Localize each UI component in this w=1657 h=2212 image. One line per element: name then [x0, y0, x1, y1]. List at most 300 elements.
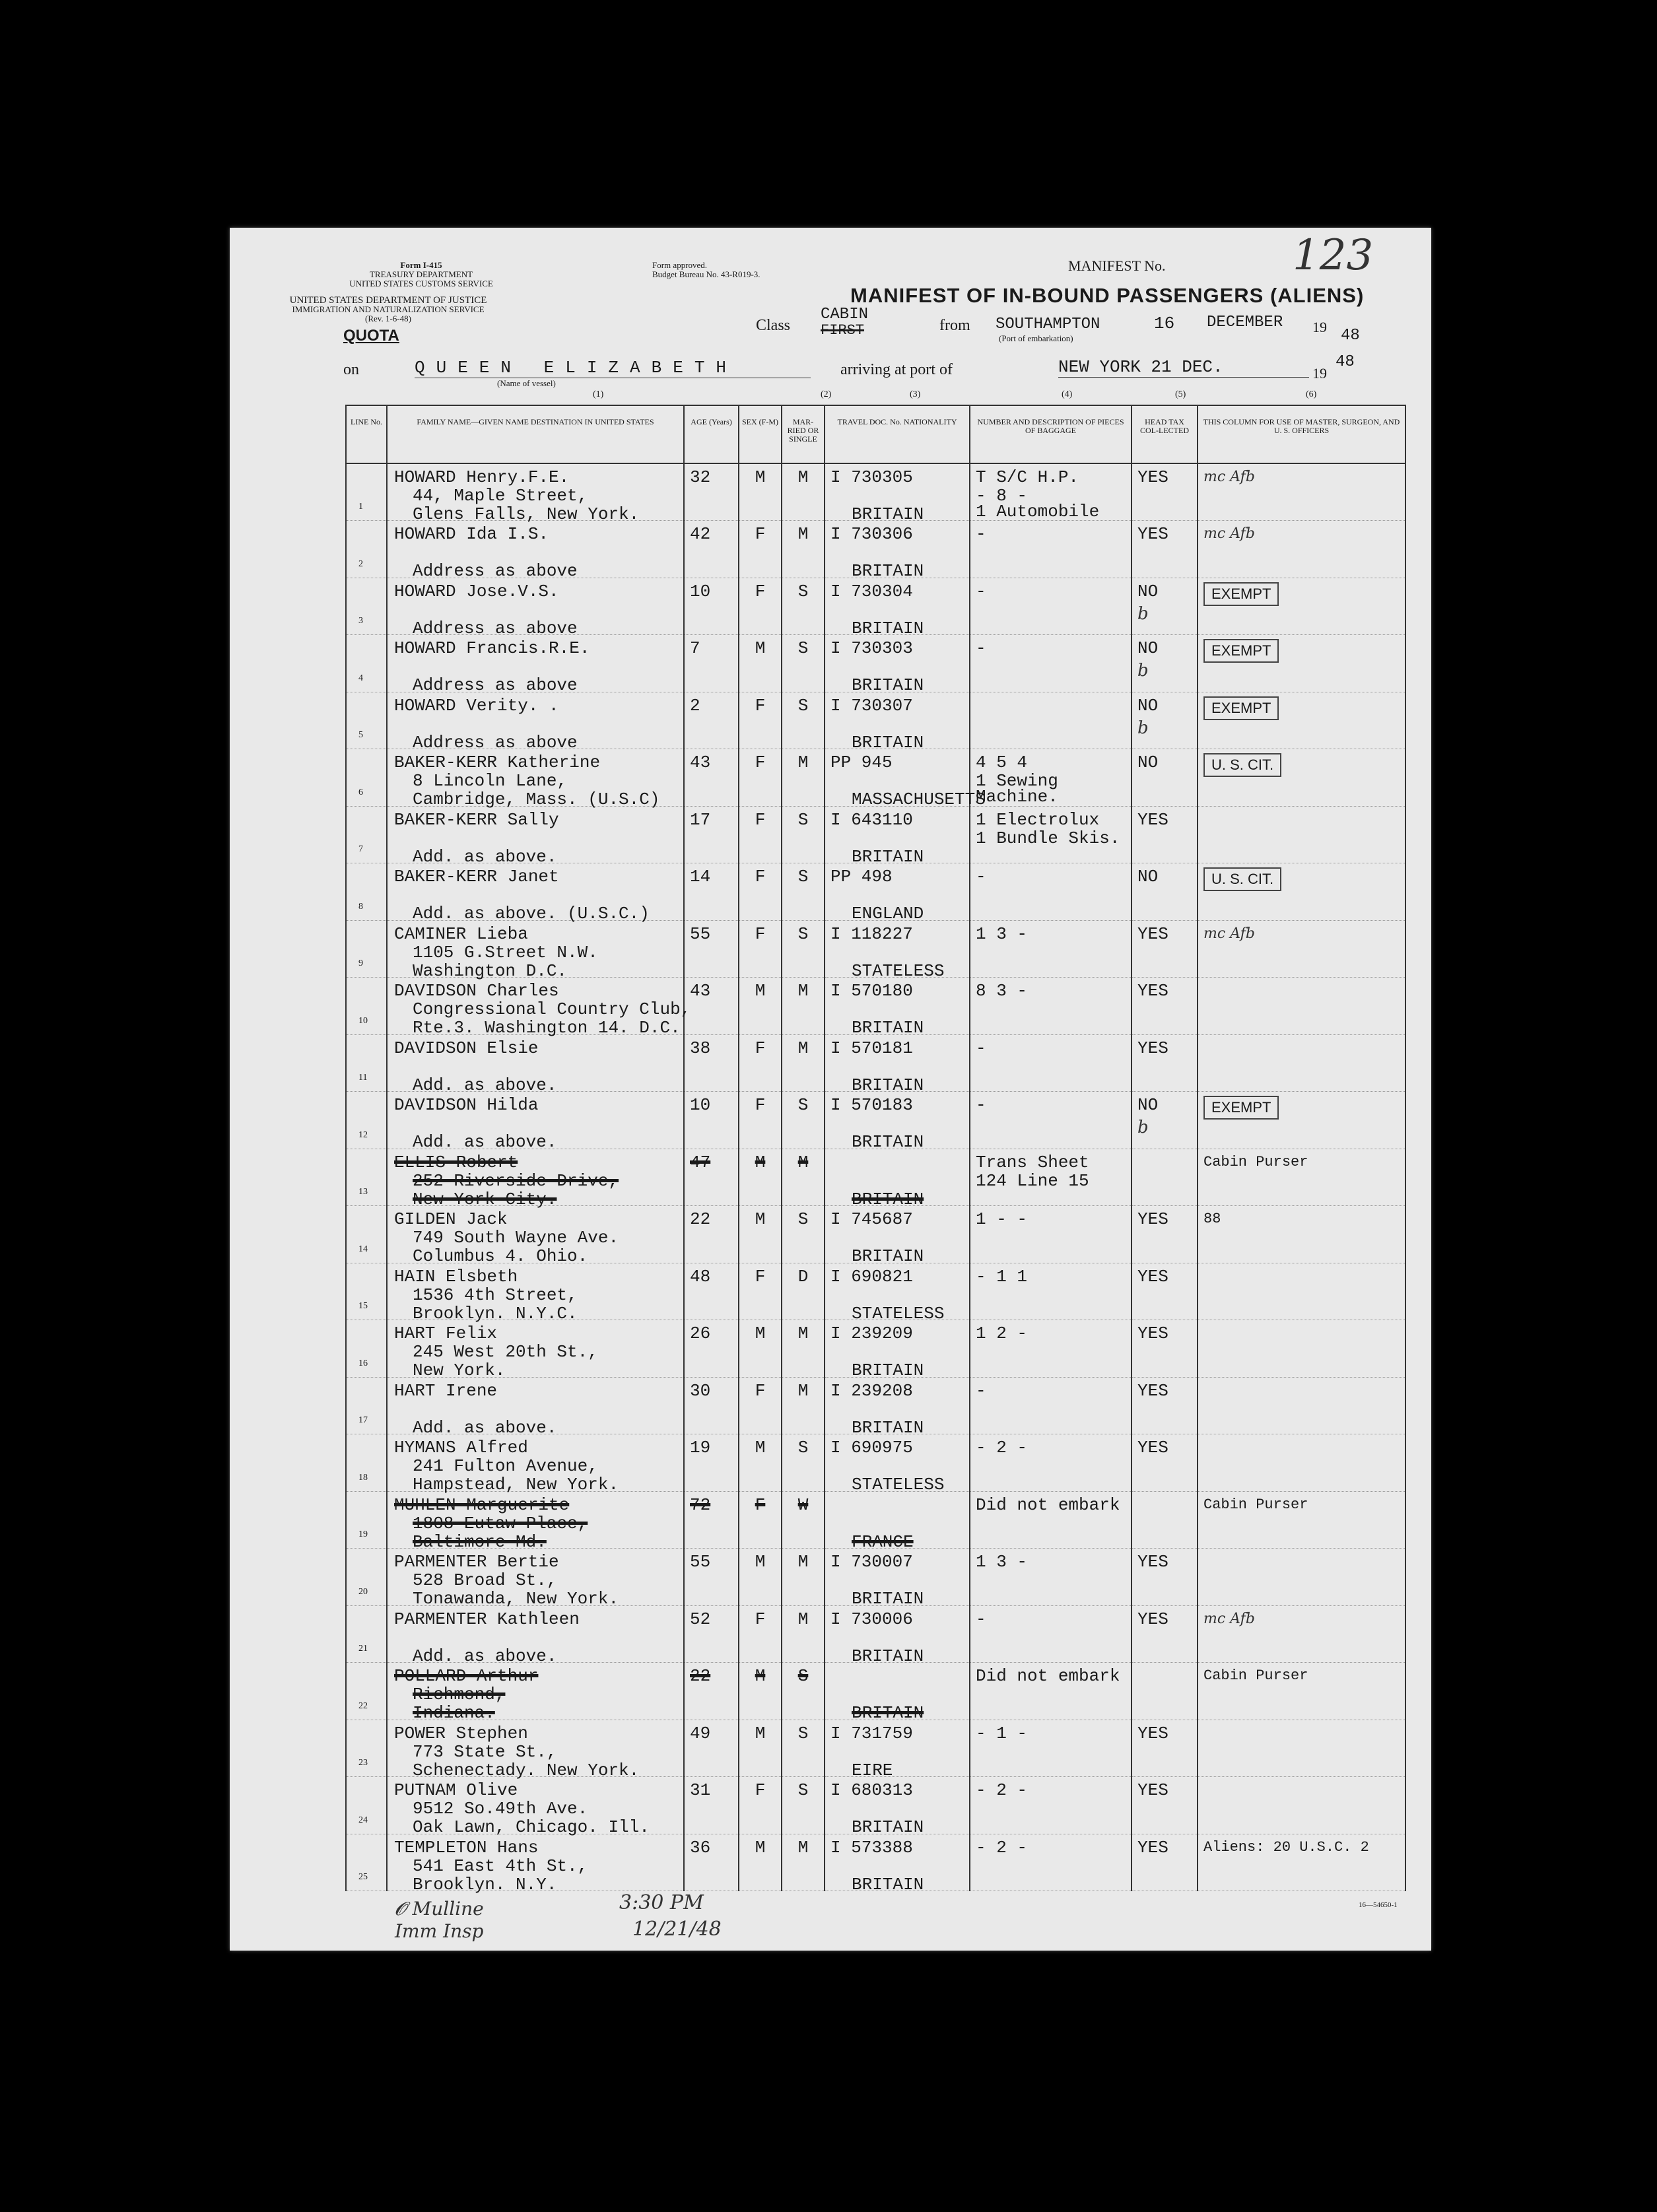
baggage-line-1: -: [976, 1095, 986, 1115]
head-tax: NO: [1137, 638, 1159, 658]
col-header-age: AGE (Years): [684, 405, 739, 463]
passenger-name: HOWARD Jose.V.S.: [394, 581, 559, 601]
marital-status: S: [797, 1723, 809, 1743]
nationality: BRITAIN: [852, 1189, 924, 1209]
age: 55: [690, 1552, 711, 1572]
passenger-name: POLLARD Arthur: [394, 1666, 539, 1686]
baggage-line-1: -: [976, 638, 986, 658]
table-row: [346, 635, 1405, 692]
footer-date: 12/21/48: [632, 1918, 722, 1941]
nationality: EIRE: [852, 1760, 893, 1780]
sex: F: [755, 1380, 766, 1401]
line-number: 17: [358, 1415, 368, 1425]
marital-status: D: [797, 1266, 809, 1287]
line-number: 4: [358, 673, 363, 683]
line-number: 14: [358, 1244, 368, 1254]
table-row: [346, 1092, 1405, 1149]
manifest-no-label: MANIFEST No.: [1068, 257, 1166, 274]
baggage-line-1: 1 3 -: [976, 923, 1028, 944]
age: 38: [690, 1038, 711, 1058]
nationality: STATELESS: [852, 1303, 945, 1324]
baggage-line-2: 1 Bundle Skis.: [976, 828, 1120, 848]
sex: F: [755, 1038, 766, 1058]
table-row: [346, 1377, 1405, 1434]
travel-doc: I 730307: [830, 695, 913, 716]
sex: F: [755, 581, 766, 601]
col-header-name: FAMILY NAME—GIVEN NAME DESTINATION IN UNITED STATES: [387, 405, 684, 463]
officer-note: mc Afb: [1203, 925, 1255, 942]
line-number: 10: [358, 1015, 368, 1026]
marital-status: S: [797, 1666, 809, 1686]
manifest-sheet: [230, 228, 1431, 1951]
line-number: 13: [358, 1187, 368, 1197]
line-number: 15: [358, 1301, 368, 1311]
passenger-name: PARMENTER Kathleen: [394, 1609, 580, 1629]
travel-doc: I 239208: [830, 1380, 913, 1401]
officer-note: U. S. CIT.: [1203, 867, 1281, 891]
address-line-1: 749 South Wayne Ave.: [413, 1228, 619, 1248]
address-line-2: Add. as above.: [413, 1075, 557, 1095]
table-row: [346, 692, 1405, 749]
travel-doc: I 730306: [830, 524, 913, 544]
travel-doc: I 570180: [830, 981, 913, 1001]
nationality: BRITAIN: [852, 1132, 924, 1152]
doj-line: UNITED STATES DEPARTMENT OF JUSTICE: [289, 295, 487, 306]
from-value: SOUTHAMPTON: [996, 316, 1100, 333]
baggage-line-1: - 1 -: [976, 1723, 1028, 1743]
table-row: [346, 1834, 1405, 1891]
nationality: ENGLAND: [852, 904, 924, 923]
line-number: 18: [358, 1472, 368, 1483]
age: 47: [690, 1152, 711, 1172]
address-line-1: 541 East 4th St.,: [413, 1856, 588, 1876]
nationality: BRITAIN: [852, 1417, 924, 1438]
address-line-1: 245 West 20th St.,: [413, 1342, 598, 1362]
passenger-name: GILDEN Jack: [394, 1209, 508, 1229]
age: 2: [690, 695, 700, 716]
officer-note: 88: [1203, 1211, 1221, 1227]
travel-doc: I 745687: [830, 1209, 913, 1229]
baggage-line-1: 1 3 -: [976, 1552, 1028, 1572]
inspector-signature: 𝓞 Mulline Imm Insp: [395, 1898, 484, 1942]
age: 31: [690, 1780, 711, 1800]
passenger-name: BAKER-KERR Sally: [394, 809, 559, 830]
address-line-1: 528 Broad St.,: [413, 1570, 557, 1590]
officer-note: Aliens: 20 U.S.C. 2: [1203, 1838, 1369, 1856]
sex: M: [755, 1152, 766, 1172]
address-line-2: Hampstead, New York.: [413, 1475, 619, 1494]
passenger-name: DAVIDSON Hilda: [394, 1095, 539, 1115]
line-number: 9: [358, 958, 363, 968]
line-number: 12: [358, 1129, 368, 1140]
address-line-2: Washington D.C.: [413, 960, 568, 981]
marital-status: S: [797, 581, 809, 601]
line-number: 8: [358, 901, 363, 912]
table-row: [346, 806, 1405, 863]
passenger-name: ELLIS Robert: [394, 1152, 518, 1172]
address-line-2: Rte.3. Washington 14. D.C.: [413, 1018, 681, 1038]
passenger-name: HAIN Elsbeth: [394, 1266, 518, 1287]
address-line-2: Add. as above.: [413, 1132, 557, 1152]
address-line-1: 8 Lincoln Lane,: [413, 771, 568, 791]
travel-doc: I 570183: [830, 1095, 913, 1115]
nationality: FRANCE: [852, 1531, 914, 1552]
from-label: from: [939, 317, 970, 334]
manifest-table: [345, 405, 1406, 1894]
line-number: 23: [358, 1758, 368, 1768]
line-number: 24: [358, 1815, 368, 1825]
sex: M: [755, 1324, 766, 1343]
baggage-line-1: 4 5 4: [976, 753, 1028, 772]
col-header-married: MAR-RIED OR SINGLE: [782, 405, 825, 463]
address-line-2: Address as above: [413, 561, 578, 581]
baggage-line-3: Machine.: [976, 787, 1058, 807]
baggage-line-2: 1 Sewing: [976, 771, 1058, 791]
passenger-name: DAVIDSON Elsie: [394, 1038, 539, 1058]
marital-status: S: [797, 1438, 809, 1458]
officer-note: EXEMPT: [1203, 582, 1279, 606]
baggage-line-1: -: [976, 581, 986, 601]
dept-customs: UNITED STATES CUSTOMS SERVICE: [349, 279, 493, 288]
head-tax: YES: [1137, 1038, 1168, 1058]
head-tax: NO: [1137, 695, 1159, 716]
address-line-2: New York City.: [413, 1189, 557, 1209]
table-row: [346, 1434, 1405, 1492]
table-row: [346, 1320, 1405, 1378]
baggage-line-1: Trans Sheet: [976, 1152, 1089, 1172]
head-tax: YES: [1137, 1609, 1168, 1629]
nationality: BRITAIN: [852, 561, 924, 581]
age: 72: [690, 1494, 711, 1515]
col-header-sex: SEX (F-M): [739, 405, 782, 463]
col-header-tax: HEAD TAX COL-LECTED: [1132, 405, 1198, 463]
head-tax: NO: [1137, 753, 1159, 772]
nationality: BRITAIN: [852, 846, 924, 867]
table-row: [346, 1034, 1405, 1092]
table-row: [346, 578, 1405, 635]
head-tax: NO: [1137, 867, 1159, 887]
travel-doc: PP 498: [830, 867, 893, 887]
passenger-name: PUTNAM Olive: [394, 1780, 518, 1800]
nationality: BRITAIN: [852, 1703, 924, 1723]
line-number: 21: [358, 1644, 368, 1654]
marital-status: S: [797, 867, 809, 887]
head-tax-mark: b: [1137, 603, 1149, 624]
address-line-2: Brooklyn. N.Y.C.: [413, 1303, 578, 1324]
baggage-line-1: 1 - -: [976, 1209, 1028, 1229]
table-row: [346, 749, 1405, 807]
line-number: 19: [358, 1529, 368, 1539]
marital-status: M: [797, 524, 809, 544]
form-id-block: [342, 261, 500, 288]
sex: F: [755, 1095, 766, 1115]
head-tax: YES: [1137, 1780, 1168, 1800]
nationality: BRITAIN: [852, 1360, 924, 1380]
nationality: BRITAIN: [852, 732, 924, 753]
address-line-2: Schenectady. New York.: [413, 1760, 640, 1780]
col-num-1: (1): [593, 389, 604, 399]
age: 49: [690, 1723, 711, 1743]
line-number: 25: [358, 1872, 368, 1882]
marital-status: S: [797, 1780, 809, 1800]
class-value: CABIN: [821, 306, 869, 323]
baggage-line-2: - 8 -: [976, 486, 1028, 506]
address-line-1: 1105 G.Street N.W.: [413, 942, 598, 962]
age: 55: [690, 923, 711, 944]
col-num-2: (2): [821, 389, 832, 399]
nationality: BRITAIN: [852, 675, 924, 695]
month: DECEMBER: [1207, 314, 1283, 331]
head-tax-mark: b: [1137, 1118, 1149, 1137]
travel-doc: I 730006: [830, 1609, 913, 1629]
baggage-line-1: - 1 1: [976, 1266, 1028, 1287]
marital-status: S: [797, 1209, 809, 1229]
head-tax: YES: [1137, 1438, 1168, 1458]
line-number: 5: [358, 730, 363, 740]
travel-doc: I 730305: [830, 467, 913, 487]
address-line-2: Address as above: [413, 732, 578, 753]
sex: F: [755, 809, 766, 830]
officer-note: Cabin Purser: [1203, 1153, 1308, 1170]
travel-doc: I 573388: [830, 1837, 913, 1858]
baggage-line-1: -: [976, 1609, 986, 1629]
baggage-line-1: -: [976, 867, 986, 887]
nationality: BRITAIN: [852, 1018, 924, 1038]
day: 16: [1154, 314, 1175, 333]
arrival-port: NEW YORK 21 DEC.: [1058, 357, 1309, 378]
baggage-line-1: -: [976, 1380, 986, 1401]
sex: M: [755, 1209, 766, 1229]
age: 19: [690, 1438, 711, 1458]
age: 43: [690, 981, 711, 1001]
passenger-name: DAVIDSON Charles: [394, 981, 559, 1001]
baggage-line-1: 1 Electrolux: [976, 809, 1100, 830]
marital-status: W: [797, 1494, 809, 1515]
nationality: BRITAIN: [852, 1075, 924, 1095]
address-line-2: Add. as above.: [413, 1417, 557, 1438]
col-header-officers: THIS COLUMN FOR USE OF MASTER, SURGEON, AND U. S. OFFICERS: [1198, 405, 1405, 463]
age: 14: [690, 867, 711, 887]
table-row: [346, 1549, 1405, 1606]
head-tax: YES: [1137, 809, 1168, 830]
line-number: 20: [358, 1586, 368, 1597]
age: 7: [690, 638, 700, 658]
passenger-name: HOWARD Francis.R.E.: [394, 638, 590, 658]
class-label: Class: [756, 317, 791, 334]
sex: M: [755, 1552, 766, 1572]
head-tax: YES: [1137, 1380, 1168, 1401]
sex: F: [755, 1780, 766, 1800]
address-line-1: Richmond,: [413, 1685, 506, 1704]
age: 48: [690, 1266, 711, 1287]
age: 22: [690, 1666, 711, 1686]
table-row: [346, 1206, 1405, 1263]
baggage-line-1: - 2 -: [976, 1780, 1028, 1800]
baggage-line-1: 1 2 -: [976, 1324, 1028, 1343]
nationality: BRITAIN: [852, 1246, 924, 1266]
line-number: 16: [358, 1358, 368, 1368]
sex: F: [755, 524, 766, 544]
head-tax: NO: [1137, 1095, 1159, 1115]
marital-status: M: [797, 1609, 809, 1629]
officer-note: U. S. CIT.: [1203, 753, 1281, 777]
head-tax: YES: [1137, 1209, 1168, 1229]
head-tax: YES: [1137, 1324, 1168, 1343]
marital-status: S: [797, 638, 809, 658]
officer-note: EXEMPT: [1203, 696, 1279, 720]
col-num-4: (4): [1062, 389, 1073, 399]
travel-doc: I 730007: [830, 1552, 913, 1572]
address-line-2: Columbus 4. Ohio.: [413, 1246, 588, 1266]
marital-status: M: [797, 1380, 809, 1401]
nationality: STATELESS: [852, 1475, 945, 1494]
marital-status: M: [797, 981, 809, 1001]
arr-year: 48: [1336, 353, 1355, 371]
travel-doc: I 730303: [830, 638, 913, 658]
address-line-2: Brooklyn. N.Y.: [413, 1874, 557, 1894]
address-line-1: 773 State St.,: [413, 1741, 557, 1762]
address-line-1: 252 Riverside Drive,: [413, 1170, 619, 1191]
travel-doc: I 118227: [830, 923, 913, 944]
table-row: [346, 1720, 1405, 1777]
travel-doc: I 730304: [830, 581, 913, 601]
passenger-name: HART Felix: [394, 1324, 498, 1343]
age: 10: [690, 581, 711, 601]
passenger-name: HART Irene: [394, 1380, 498, 1401]
travel-doc: I 570181: [830, 1038, 913, 1058]
passenger-name: MUHLEN Marguerite: [394, 1494, 570, 1515]
head-tax: YES: [1137, 1266, 1168, 1287]
age: 32: [690, 467, 711, 487]
marital-status: M: [797, 753, 809, 772]
head-tax: YES: [1137, 1837, 1168, 1858]
head-tax: YES: [1137, 1552, 1168, 1572]
age: 22: [690, 1209, 711, 1229]
passenger-name: CAMINER Lieba: [394, 923, 528, 944]
col-num-5: (5): [1175, 389, 1186, 399]
year-prefix: 19: [1312, 319, 1327, 335]
marital-status: S: [797, 695, 809, 716]
baggage-line-1: - 2 -: [976, 1837, 1028, 1858]
address-line-1: 44, Maple Street,: [413, 486, 588, 506]
passenger-name: PARMENTER Bertie: [394, 1552, 559, 1572]
passenger-name: TEMPLETON Hans: [394, 1837, 539, 1858]
table-row: [346, 1263, 1405, 1320]
travel-doc: I 731759: [830, 1723, 913, 1743]
on-label: on: [343, 361, 359, 378]
officer-note: EXEMPT: [1203, 1096, 1279, 1120]
marital-status: M: [797, 1038, 809, 1058]
travel-doc: I 690821: [830, 1266, 913, 1287]
head-tax: YES: [1137, 981, 1168, 1001]
officer-note: mc Afb: [1203, 1610, 1255, 1627]
vessel-note: (Name of vessel): [497, 378, 556, 388]
address-line-2: Baltimore Md.: [413, 1531, 547, 1552]
sex: F: [755, 923, 766, 944]
table-row: [346, 1149, 1405, 1206]
head-tax: YES: [1137, 1723, 1168, 1743]
sex: M: [755, 1837, 766, 1858]
line-number: 1: [358, 502, 363, 512]
marital-status: S: [797, 809, 809, 830]
address-line-2: Oak Lawn, Chicago. Ill.: [413, 1817, 650, 1837]
head-tax: YES: [1137, 923, 1168, 944]
address-line-2: Glens Falls, New York.: [413, 504, 640, 524]
nationality: BRITAIN: [852, 1817, 924, 1837]
baggage-line-3: 1 Automobile: [976, 502, 1100, 521]
table-row: [346, 920, 1405, 978]
manifest-number: 123: [1293, 231, 1374, 280]
nationality: BRITAIN: [852, 618, 924, 638]
passenger-name: POWER Stephen: [394, 1723, 528, 1743]
age: 42: [690, 524, 711, 544]
head-tax-mark: b: [1137, 718, 1149, 738]
address-line-1: 241 Fulton Avenue,: [413, 1456, 598, 1476]
head-tax-mark: b: [1137, 661, 1149, 681]
year: 48: [1341, 327, 1360, 345]
sex: M: [755, 638, 766, 658]
address-line-2: Address as above: [413, 675, 578, 695]
passenger-name: HYMANS Alfred: [394, 1438, 528, 1458]
line-number: 11: [358, 1073, 368, 1083]
line-number: 2: [358, 558, 363, 569]
address-line-2: Add. as above. (U.S.C.): [413, 904, 650, 923]
baggage-line-1: 8 3 -: [976, 981, 1028, 1001]
marital-status: M: [797, 1152, 809, 1172]
table-row: [346, 1777, 1405, 1834]
passenger-name: HOWARD Verity. .: [394, 695, 559, 716]
sex: F: [755, 1266, 766, 1287]
arr-year-prefix: 19: [1312, 365, 1327, 382]
vessel-name: QUEEN ELIZABETH: [415, 358, 811, 378]
address-line-1: 9512 So.49th Ave.: [413, 1799, 588, 1819]
sex: M: [755, 1438, 766, 1458]
address-line-1: 1536 4th Street,: [413, 1285, 578, 1305]
head-tax: YES: [1137, 524, 1168, 544]
class-struck: FIRST: [821, 322, 865, 339]
form-code: 16—54650-1: [1359, 1901, 1398, 1909]
address-line-2: Add. as above.: [413, 1646, 557, 1666]
head-tax: NO: [1137, 581, 1159, 601]
table-row: [346, 863, 1405, 921]
table-row: [346, 463, 1405, 521]
address-line-2: Cambridge, Mass. (U.S.C): [413, 789, 660, 809]
budget-text: Budget Bureau No. 43-R019-3.: [652, 269, 761, 279]
nationality: BRITAIN: [852, 1646, 924, 1666]
baggage-line-1: Did not embark: [976, 1666, 1120, 1686]
col-num-6: (6): [1306, 389, 1317, 399]
table-row: [346, 1491, 1405, 1549]
passenger-name: BAKER-KERR Katherine: [394, 753, 601, 772]
sex: M: [755, 981, 766, 1001]
address-line-1: 1808 Eutaw Place,: [413, 1513, 588, 1533]
table-row: [346, 521, 1405, 578]
col-header-line: LINE No.: [346, 405, 387, 463]
footer-time: 3:30 PM: [619, 1891, 704, 1914]
officer-note: Cabin Purser: [1203, 1667, 1308, 1684]
address-line-2: Add. as above.: [413, 846, 557, 867]
travel-doc: I 690975: [830, 1438, 913, 1458]
age: 36: [690, 1837, 711, 1858]
sex: M: [755, 467, 766, 487]
age: 30: [690, 1380, 711, 1401]
dept-treasury: TREASURY DEPARTMENT: [369, 269, 473, 279]
address-line-2: Address as above: [413, 618, 578, 638]
quota-label: QUOTA: [343, 327, 399, 345]
sex: M: [755, 1666, 766, 1686]
arriving-label: arriving at port of: [840, 361, 953, 378]
travel-doc: I 239209: [830, 1324, 913, 1343]
